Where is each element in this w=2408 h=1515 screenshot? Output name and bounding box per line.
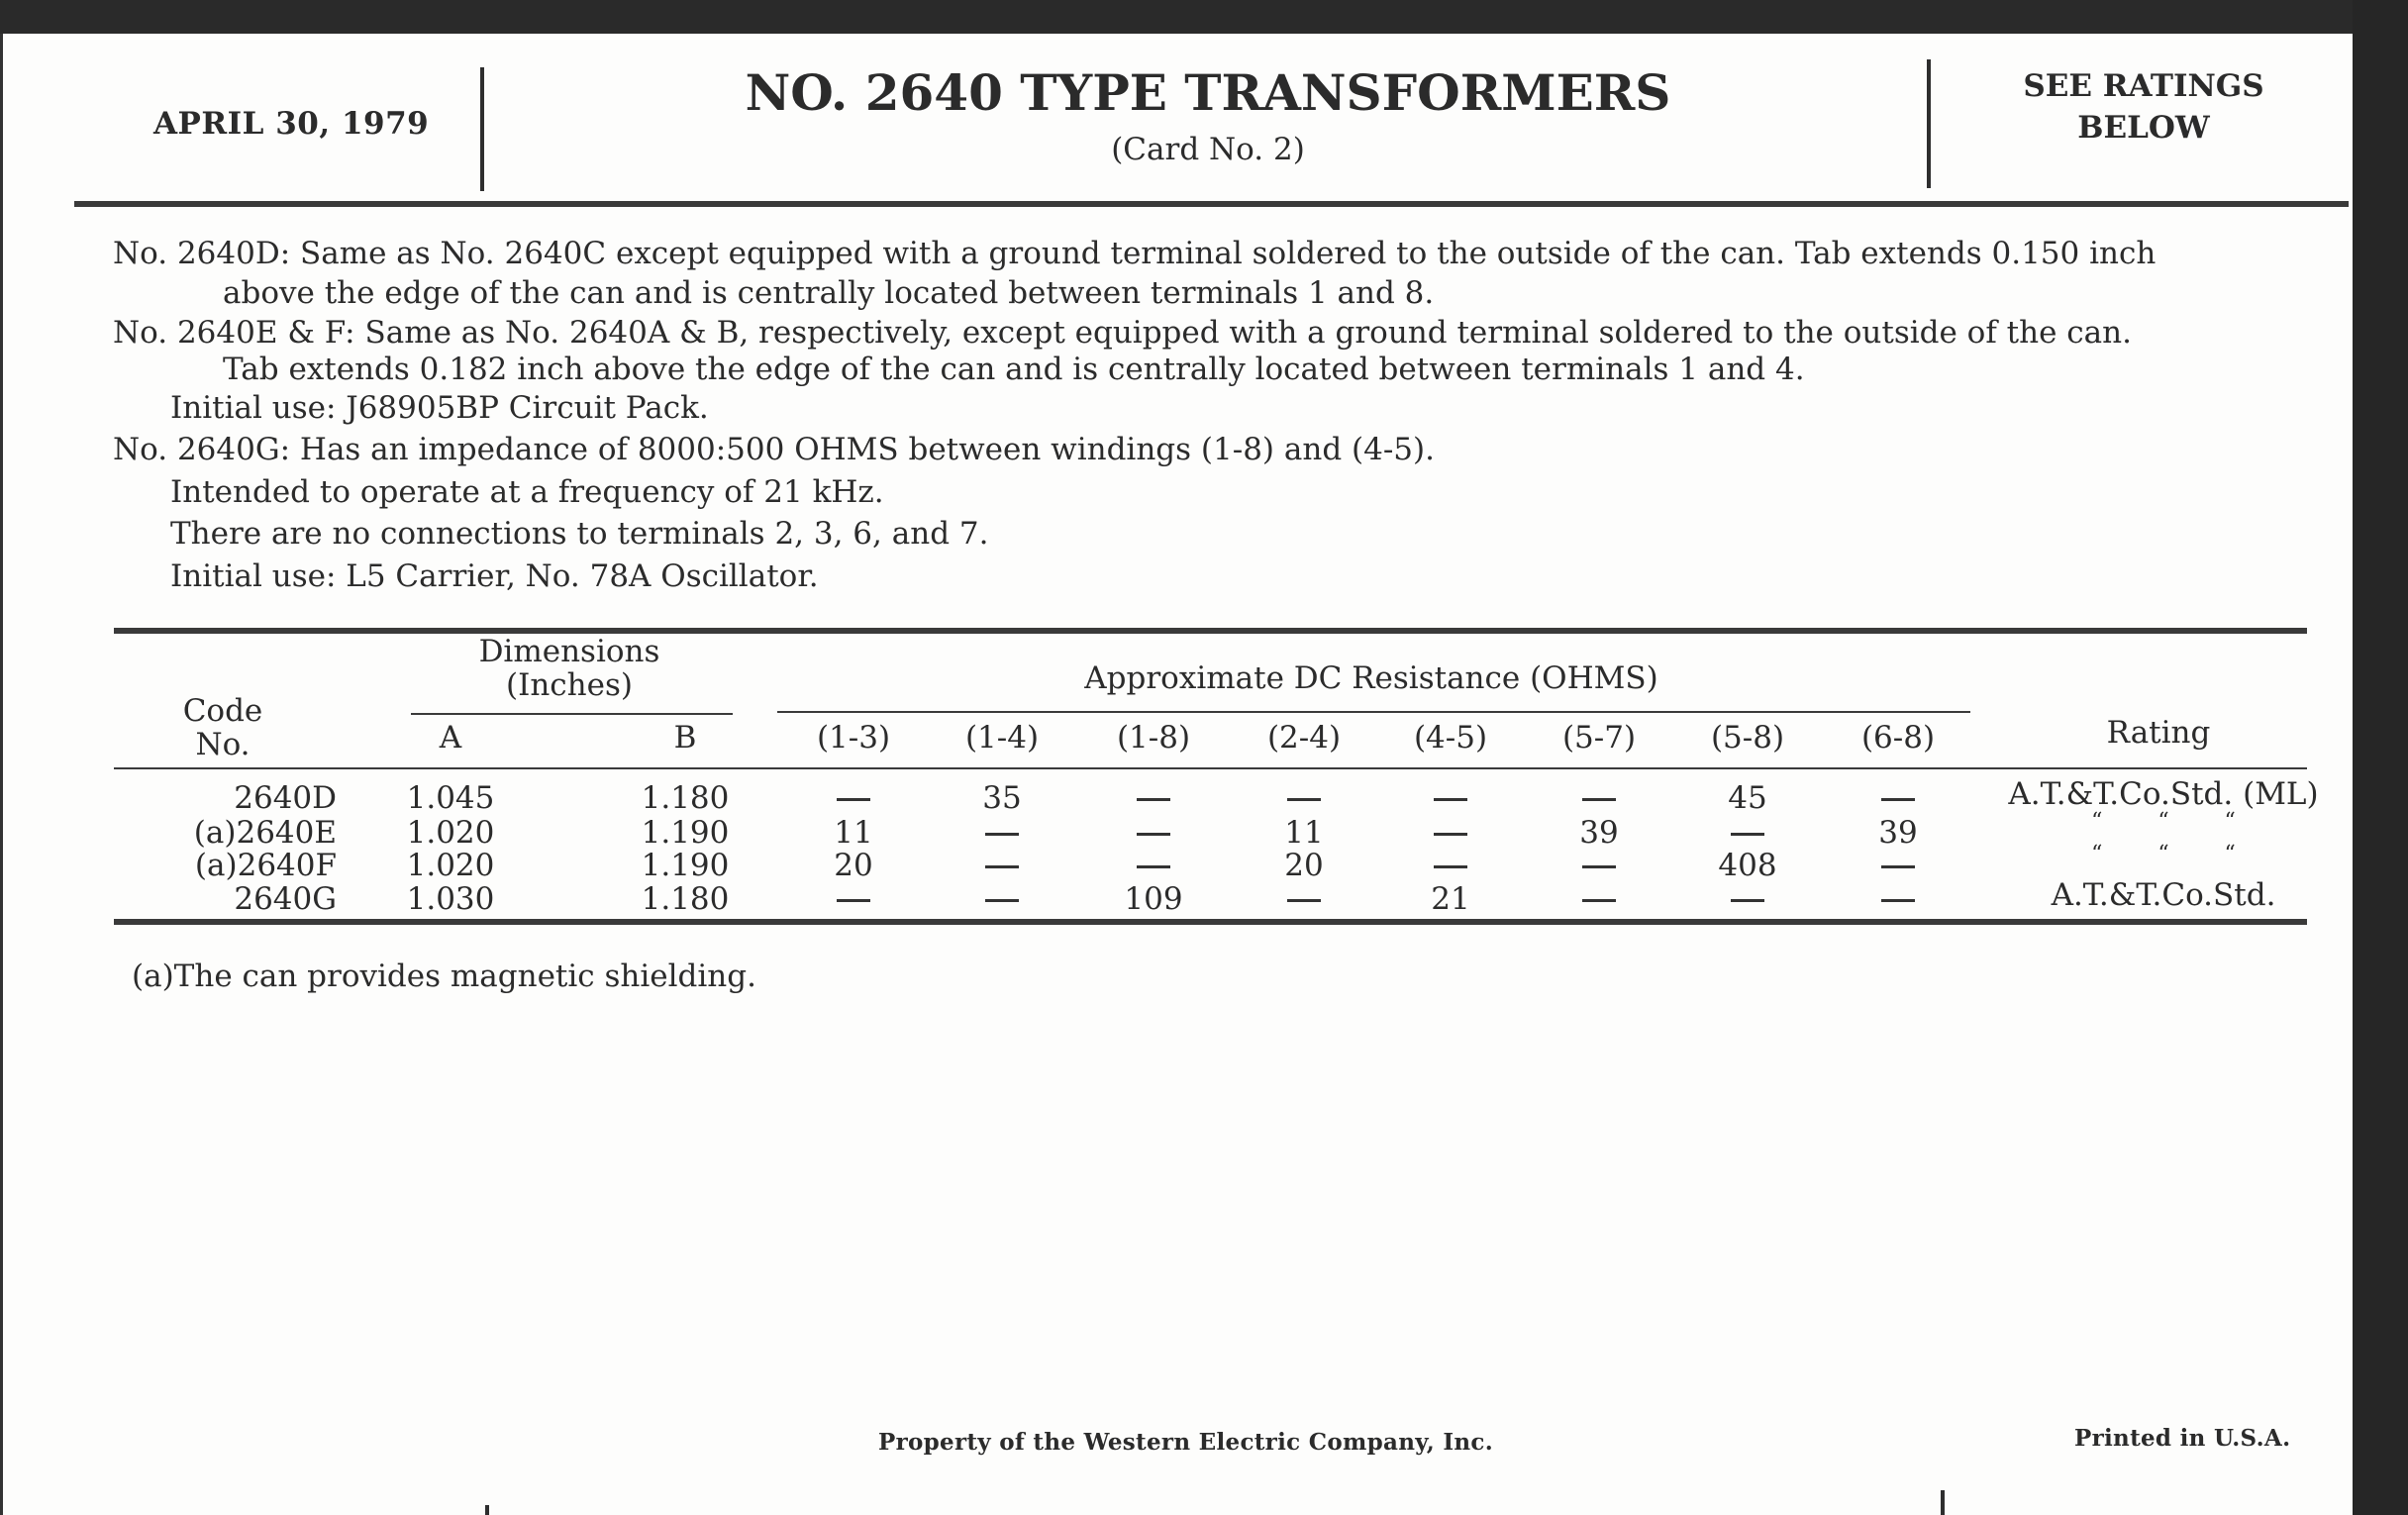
cell-value: 11 (834, 815, 873, 851)
header-rule (74, 201, 2349, 207)
col-header-code-no: No. (195, 727, 251, 762)
resistance-underline (777, 711, 1970, 713)
dash-mark (1287, 798, 1321, 801)
cell-rating: A.T.&T.Co.Std. (ML) (2008, 776, 2319, 812)
scan-background-right (2353, 0, 2408, 1515)
cell-rating: A.T.&T.Co.Std. (2051, 877, 2276, 913)
cell-value: 1.180 (641, 780, 730, 816)
cell-value: 408 (1718, 848, 1777, 883)
cell-value: 1.190 (641, 815, 730, 851)
cell-empty-dash (1530, 780, 1668, 816)
desc-2640ef-line2: Tab extends 0.182 inch above the edge of the can and is centrally located between terminals 1 and 4. (223, 352, 1805, 387)
dash-mark (1731, 833, 1764, 836)
cell-code: (a)2640F (194, 848, 337, 883)
dash-mark (1137, 865, 1170, 868)
dash-mark (1137, 833, 1170, 836)
col-header: (5-7) (1561, 720, 1637, 756)
ratings-note-line1: SEE RATINGS (2023, 68, 2264, 104)
col-header: (1-3) (816, 720, 891, 756)
card-edge-mark-left (485, 1505, 489, 1515)
dash-mark (1881, 798, 1915, 801)
cell-empty-dash (1084, 848, 1223, 883)
dash-mark (1731, 899, 1764, 902)
cell-value: 1.045 (406, 780, 495, 816)
dash-mark (837, 899, 870, 902)
card-number: (Card No. 2) (1111, 132, 1305, 167)
cell-value: 1.020 (406, 815, 495, 851)
cell-code: 2640G (234, 881, 337, 917)
cell-value: 109 (1124, 881, 1183, 917)
cell-empty-dash (1678, 881, 1817, 917)
desc-2640g-line4: Initial use: L5 Carrier, No. 78A Oscillator. (170, 558, 819, 594)
col-header: A (439, 720, 462, 756)
cell-value: 20 (834, 848, 873, 883)
col-header-code: Code (182, 693, 263, 729)
cell-empty-dash (1678, 815, 1817, 851)
cell-value: 20 (1284, 848, 1324, 883)
cell-empty-dash (784, 881, 923, 917)
cell-empty-dash (1381, 848, 1520, 883)
desc-2640g-line2: Intended to operate at a frequency of 21 kHz. (170, 474, 884, 510)
desc-2640ef-line1: No. 2640E & F: Same as No. 2640A & B, respectively, except equipped with a ground terminal soldered to the outside of the can. (113, 315, 2132, 351)
dash-mark (1881, 865, 1915, 868)
cell-empty-dash (784, 780, 923, 816)
dash-mark (1137, 798, 1170, 801)
col-header-rating: Rating (2106, 715, 2211, 751)
footer-property: Property of the Western Electric Company, Inc. (878, 1429, 1494, 1456)
col-header: (5-8) (1710, 720, 1785, 756)
desc-2640g-line1: No. 2640G: Has an impedance of 8000:500 OHMS between windings (1-8) and (4-5). (113, 432, 1435, 467)
cell-value: 1.030 (406, 881, 495, 917)
cell-empty-dash (1829, 848, 1967, 883)
group-header-inches: (Inches) (506, 667, 633, 703)
cell-value: 45 (1728, 780, 1767, 816)
cell-empty-dash (1235, 780, 1373, 816)
header-divider-right (1927, 59, 1931, 188)
dash-mark (985, 833, 1019, 836)
dash-mark (1582, 865, 1616, 868)
group-header-resistance: Approximate DC Resistance (OHMS) (1084, 660, 1658, 696)
dash-mark (985, 899, 1019, 902)
cell-value: 11 (1284, 815, 1324, 851)
cell-value: 1.020 (406, 848, 495, 883)
cell-rating: “ “ “ (2091, 842, 2236, 866)
cell-rating: “ “ “ (2091, 809, 2236, 834)
footer-printed: Printed in U.S.A. (2074, 1425, 2291, 1452)
issue-date: APRIL 30, 1979 (153, 106, 430, 142)
page-title: NO. 2640 TYPE TRANSFORMERS (745, 63, 1671, 122)
cell-value: 39 (1878, 815, 1918, 851)
desc-2640d-line1: No. 2640D: Same as No. 2640C except equipped with a ground terminal soldered to the outside of the can. Tab extends 0.150 inch (113, 236, 2157, 271)
dash-mark (1434, 798, 1467, 801)
ratings-note (1941, 65, 2347, 149)
table-header-rule (114, 767, 2307, 769)
cell-value: 1.180 (641, 881, 730, 917)
col-header: (4-5) (1413, 720, 1488, 756)
cell-empty-dash (933, 815, 1071, 851)
cell-empty-dash (1530, 848, 1668, 883)
cell-empty-dash (1381, 815, 1520, 851)
desc-2640g-line3: There are no connections to terminals 2, 3, 6, and 7. (170, 516, 989, 552)
ratings-note-line2: BELOW (2077, 110, 2210, 146)
col-header: (6-8) (1860, 720, 1936, 756)
col-header: (2-4) (1266, 720, 1342, 756)
cell-code: (a)2640E (193, 815, 337, 851)
cell-value: 21 (1431, 881, 1470, 917)
desc-2640ef-line3: Initial use: J68905BP Circuit Pack. (170, 390, 709, 426)
cell-empty-dash (933, 848, 1071, 883)
dash-mark (1582, 798, 1616, 801)
header-divider-left (480, 67, 484, 191)
cell-empty-dash (1235, 881, 1373, 917)
col-header: (1-8) (1116, 720, 1191, 756)
cell-empty-dash (1829, 881, 1967, 917)
cell-value: 35 (982, 780, 1022, 816)
dimensions-underline (411, 713, 733, 715)
footnote: (a)The can provides magnetic shielding. (132, 959, 756, 994)
cell-value: 39 (1579, 815, 1619, 851)
card-left-edge (0, 34, 3, 1515)
col-header: (1-4) (964, 720, 1040, 756)
dash-mark (1287, 899, 1321, 902)
table-bottom-rule (114, 919, 2307, 925)
cell-empty-dash (1530, 881, 1668, 917)
dash-mark (1582, 899, 1616, 902)
dash-mark (985, 865, 1019, 868)
cell-empty-dash (1084, 815, 1223, 851)
cell-code: 2640D (234, 780, 337, 816)
cell-value: 1.190 (641, 848, 730, 883)
group-header-dimensions: Dimensions (478, 634, 660, 669)
dash-mark (837, 798, 870, 801)
desc-2640d-line2: above the edge of the can and is centrally located between terminals 1 and 8. (223, 275, 1435, 311)
cell-empty-dash (1829, 780, 1967, 816)
col-header: B (673, 720, 697, 756)
card-edge-mark (1941, 1490, 1945, 1515)
dash-mark (1434, 833, 1467, 836)
dash-mark (1434, 865, 1467, 868)
cell-empty-dash (1381, 780, 1520, 816)
cell-empty-dash (1084, 780, 1223, 816)
dash-mark (1881, 899, 1915, 902)
cell-empty-dash (933, 881, 1071, 917)
